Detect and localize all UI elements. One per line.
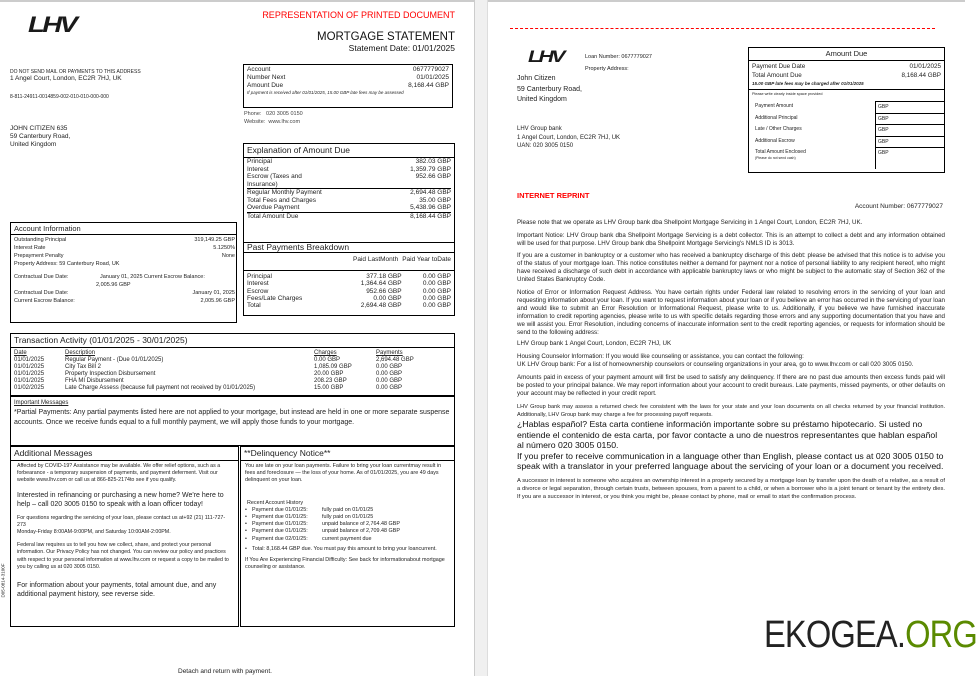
amount-due-summary bbox=[749, 61, 944, 90]
pp-label: Principal bbox=[247, 273, 272, 280]
history-item: • Payment due 01/01/25: unpaid balance of 2,764.48 GBP bbox=[245, 521, 400, 528]
language-notice: If you prefer to receive communication in a language other than English, please contact us at 020 3005 0150 to speak with a translator in your preferred language about the servicing of your loan or a document you received. bbox=[517, 450, 944, 471]
field-label-cell bbox=[749, 113, 875, 125]
cut-line bbox=[510, 28, 935, 29]
summary-value: 8,168.44 GBP bbox=[408, 82, 449, 89]
summary-row bbox=[247, 82, 449, 90]
payment-field-row bbox=[749, 124, 944, 136]
privacy-message: Federal law requires us to tell you how we collect, share, and protect your personal information. Our Privacy Policy has not changed. You can review our policy and practices with respect to your personal information at www.lhv.com or request a copy to be mailed to you by calling us at 020 3005 0150. bbox=[17, 542, 229, 570]
due-row bbox=[752, 71, 941, 80]
explanation-row bbox=[247, 173, 451, 188]
pp-ytd: 0.00 GBP bbox=[422, 287, 451, 295]
due-label: Total Amount Due bbox=[752, 72, 802, 79]
property-address: Property Address: 59 Canterbury Road, UK bbox=[14, 261, 120, 267]
recipient-address bbox=[10, 125, 70, 149]
recipient-country: United Kingdom bbox=[10, 141, 57, 148]
summary-label: Number Next bbox=[247, 74, 286, 81]
total-due-item: • Total: 8,168.44 GBP due. You must pay this amount to bring your loancurrent. bbox=[245, 545, 437, 552]
pp-ytd: 0.00 GBP bbox=[422, 280, 451, 288]
transaction-row bbox=[11, 357, 454, 364]
delinquency-title: **Delinquency Notice** bbox=[241, 447, 454, 461]
transaction-cell: 1,085.09 GBP bbox=[314, 364, 352, 370]
account-info-box bbox=[10, 222, 237, 323]
total-due-text: Total: 8,168.44 GBP due. You must pay this amount to bring your loancurrent. bbox=[252, 545, 437, 552]
history-label: Payment due 01/01/25: bbox=[252, 528, 308, 535]
explanation-value: 952.66 GBP bbox=[415, 173, 451, 180]
pp-last: 0.00 GBP bbox=[373, 294, 402, 302]
covid-message: Affected by COVID-19? Assistance may be available. We offer relief options, such as a forbearance - a temporary suspension of payments, and payment deferment. Visit our website www.lhv.com or call us at 866-825-2174to see if you qualify. bbox=[17, 463, 221, 484]
recipient-name: JOHN CITIZEN 635 bbox=[10, 125, 68, 132]
customer-street: 59 Canterbury Road, bbox=[517, 85, 582, 93]
info-row bbox=[14, 252, 235, 260]
explanation-box bbox=[243, 143, 455, 243]
field-label-cell bbox=[749, 147, 875, 169]
watermark-part2: ORG bbox=[905, 614, 977, 656]
website-link[interactable]: www.lhv.com bbox=[268, 119, 301, 125]
pp-ytd: 0.00 GBP bbox=[422, 273, 451, 280]
payment-field-row bbox=[749, 136, 944, 148]
info-label: Contractual Due Date: bbox=[14, 290, 69, 296]
summary-label: Amount Due bbox=[247, 82, 284, 89]
explanation-row bbox=[247, 212, 451, 221]
delinquency-text: You are late on your loan payments. Failure to bring your loan currentmay result in fees and foreclosure — the loss of your home. As of 01/01/2025, you are 49 days delinquent on your loan. bbox=[245, 463, 442, 484]
pp-label: Interest bbox=[247, 280, 269, 288]
hardship-text: If You Are Experiencing Financial Difficulty: See back for informationabout mortgage counseling or assistance. bbox=[245, 557, 445, 571]
history-value: fully paid on 01/01/25 bbox=[322, 514, 374, 521]
past-payments-table bbox=[244, 273, 454, 312]
transaction-cell: Late Charge Assess (because full payment not received by 01/01/2025) bbox=[65, 385, 256, 391]
history-item: • Payment due 02/01/25: current payment due bbox=[245, 535, 372, 542]
reverse-side-note: For information about your payments, total amount due, and any additional payment history, see reverse side. bbox=[17, 582, 217, 598]
history-title: Recent Account History bbox=[247, 499, 304, 506]
explanation-row bbox=[247, 204, 451, 212]
bank-uan: UAN: 020 3005 0150 bbox=[517, 143, 574, 149]
customer-name: John Citizen bbox=[517, 75, 556, 82]
info-row bbox=[14, 244, 235, 252]
lhv-logo: LHV bbox=[28, 12, 76, 37]
transaction-cell: 01/01/2025 bbox=[14, 357, 45, 363]
explanation-row bbox=[247, 188, 451, 197]
important-messages bbox=[11, 395, 454, 429]
info-row bbox=[14, 236, 235, 244]
info-label: Interest Rate bbox=[14, 245, 46, 251]
explanation-value: 2,694.48 GBP bbox=[410, 189, 451, 196]
transaction-cell: 0.00 GBP bbox=[376, 371, 403, 377]
transaction-row bbox=[11, 364, 454, 371]
column-header: Description bbox=[65, 350, 96, 356]
transaction-row bbox=[11, 378, 454, 385]
account-number: Account Number: 0677779027 bbox=[854, 203, 943, 210]
bank-address bbox=[517, 125, 620, 151]
past-payment-row bbox=[244, 273, 454, 280]
phone-number: 020 3005 0150 bbox=[266, 111, 303, 117]
payment-field-row bbox=[749, 113, 944, 125]
explanation-label: Escrow (Taxes and Insurance) bbox=[247, 173, 302, 188]
amount-due-box bbox=[748, 47, 945, 173]
history-item: • Payment due 01/01/25: fully paid on 01/01/25 bbox=[245, 506, 374, 513]
return-address: 1 Angel Court, London, EC2R 7HJ, UK bbox=[10, 75, 122, 82]
important-text: *Partial Payments: Any partial payments listed here are not applied to your mortgage, but instead are held in one or more separate suspense accounts. Once we receive funds equal to a full monthly payment, we will apply those funds to your mortgage. bbox=[14, 409, 450, 426]
field-label: Payment Amount bbox=[755, 103, 794, 109]
transaction-box bbox=[10, 333, 455, 446]
transaction-cell: City Tax Bill 2 bbox=[65, 364, 101, 370]
explanation-row bbox=[247, 158, 451, 166]
pp-last: 2,694.48 GBP bbox=[360, 302, 402, 310]
history-label: Payment due 01/01/25: bbox=[252, 506, 308, 513]
account-info-title: Account Information bbox=[11, 223, 236, 235]
debt-collector-notice: Important Notice: LHV Group bank dba Shellpoint Mortgage Servicing is a debt collector. This is an attempt to collect a debt and any information obtained will be used for that purpose. LHV Group bank dba Shellpoint Mortgage Servicing's NMLS ID is 3013. bbox=[517, 232, 945, 247]
past-payments-box bbox=[243, 242, 455, 316]
explanation-value: 8,168.44 GBP bbox=[410, 212, 451, 220]
past-payment-row bbox=[244, 280, 454, 287]
info-row bbox=[14, 289, 235, 297]
history-label: Payment due 02/01/25: bbox=[252, 535, 308, 542]
customer-country: United Kingdom bbox=[517, 96, 567, 103]
explanation-row bbox=[247, 197, 451, 205]
history-value: unpaid balance of 2,709.48 GBP bbox=[322, 528, 400, 535]
transaction-cell: 0.00 GBP bbox=[376, 378, 403, 384]
pp-label: Total bbox=[247, 302, 261, 310]
loan-number: Loan Number: 0677779027 bbox=[585, 54, 652, 60]
past-payment-row bbox=[244, 295, 454, 302]
bankruptcy-notice: If you are a customer in bankruptcy or a customer who has received a bankruptcy discharge of this debt: please be advised that this notice is to advise you of the status of your mortgage loan. This notice constitutes neither a demand for payment nor a notice of personal liability to any recipient hereof, who might have received a discharge of such debt in accordance with applicable bankruptcy laws or who might be subject to the automatic stay of Section 362 of the United States Bankruptcy Code. bbox=[517, 252, 945, 283]
explanation-label: Total Amount Due bbox=[247, 212, 299, 220]
housing-counselor: Housing Counselor Information: If you would like counseling or assistance, you can contact the following: bbox=[517, 353, 804, 360]
info-label: Prepayment Penalty bbox=[14, 253, 64, 259]
document-banner: REPRESENTATION OF PRINTED DOCUMENT bbox=[262, 10, 455, 20]
explanation-label: Principal bbox=[247, 158, 272, 165]
transaction-cell: Property Inspection Disbursement bbox=[65, 371, 156, 377]
successor-notice: A successor in interest is someone who acquires an ownership interest in a property secured by a mortgage loan by transfer upon the death of a relative, as a result of a divorce or legal separation, through certain trusts, between spouses, from a parent to a child, or when a borrower who is a joint tenant or tenant by the entirety dies. If you are a successor in interest, or you think you might be, please contact by phone, mail or email to start the confirmation process. bbox=[517, 477, 945, 500]
transaction-cell: 01/01/2025 bbox=[14, 378, 45, 384]
operating-notice: Please note that we operate as LHV Group bank dba Shellpoint Mortgage Servicing in 1 Angel Court, London, EC2R 7HJ, UK. bbox=[517, 219, 863, 226]
explanation-label: Total Fees and Charges bbox=[247, 196, 317, 204]
summary-label: Account bbox=[247, 66, 271, 73]
past-payments-title: Past Payments Breakdown bbox=[244, 243, 454, 253]
field-label: Additional Escrow bbox=[755, 137, 795, 144]
info-label: Current Escrow Balance: bbox=[14, 298, 75, 304]
detach-note: Detach and return with payment. bbox=[178, 668, 272, 675]
bank-street: 1 Angel Court, London, EC2R 7HJ, UK bbox=[517, 134, 621, 141]
delinquency-body bbox=[241, 461, 454, 573]
excess-payment-notice: Amounts paid in excess of your payment amount will first be used to satisfy any delinquency. If there are no past due amounts then excess funds paid will be posted to your principal balance. We may report information about your account to credit bureaus. Late payments, missed payments, or other defaults on your account may be reflected in your credit report. bbox=[517, 374, 945, 397]
info-row bbox=[14, 297, 235, 305]
due-value: 8,168.44 GBP bbox=[901, 72, 941, 79]
refinance-message: Interested in refinancing or purchasing a new home? We're here to help – call 020 3005 0150 to speak with a loan officer today! bbox=[17, 491, 224, 509]
field-label: Late / Other Charges bbox=[755, 126, 802, 132]
past-payments-header bbox=[244, 253, 454, 271]
explanation-value: 5,438.96 GBP bbox=[410, 204, 451, 211]
field-label: Total Amount Enclosed bbox=[755, 149, 806, 155]
column-header: Payments bbox=[376, 350, 403, 356]
field-label-cell bbox=[749, 136, 875, 148]
transaction-cell: 2,694.48 GBP bbox=[376, 357, 414, 363]
summary-value: 01/01/2025 bbox=[416, 74, 449, 81]
pp-label: Fees/Late Charges bbox=[247, 294, 303, 302]
pp-ytd: 0.00 GBP bbox=[422, 294, 451, 302]
info-label: Contractual Due Date: bbox=[14, 274, 69, 280]
payment-fields bbox=[749, 101, 944, 169]
transaction-title: Transaction Activity (01/01/2025 - 30/01/2025) bbox=[11, 334, 454, 348]
error-notice: Notice of Error or Information Request Address. You have certain rights under Federal law related to resolving errors in the servicing of your loan and requesting information about your loan. If you want to request information about your loan or if you believe an error has occurred in the servicing of your loan and would like to submit an Error Resolution or Informational Request, please write to us. Additionally, if you believe we have furnished inaccurate information to credit reporting agencies, please write to us with specific details regarding those errors and any supporting documentation that you have and we will assist you. Error Resolution, including concerns of inaccurate information sent to the credit reporting agencies, or requests for information should be send to the following address: bbox=[517, 289, 945, 336]
page-title: MORTGAGE STATEMENT bbox=[316, 31, 455, 43]
internet-reprint: INTERNET REPRINT bbox=[517, 191, 590, 200]
explanation-value: 382.03 GBP bbox=[415, 158, 451, 165]
account-summary-box bbox=[243, 64, 453, 108]
pp-last: 377.18 GBP bbox=[366, 273, 402, 280]
payment-field-row bbox=[749, 147, 944, 169]
field-input[interactable]: GBP bbox=[875, 147, 944, 169]
history-item: • Payment due 01/01/25: fully paid on 01/01/25 bbox=[245, 514, 374, 521]
combined-row bbox=[14, 273, 235, 281]
additional-title: Additional Messages bbox=[11, 447, 238, 461]
field-label-cell bbox=[749, 101, 875, 113]
transaction-row bbox=[11, 371, 454, 378]
pp-last: 1,364.64 GBP bbox=[360, 280, 402, 288]
website-label: Website: bbox=[244, 119, 266, 125]
additional-body bbox=[11, 461, 238, 601]
transaction-cell: FHA MI Disbursement bbox=[65, 378, 124, 384]
info-value: 319,149.25 GBP bbox=[194, 237, 235, 243]
history-value: unpaid balance of 2,764.48 GBP bbox=[322, 521, 400, 528]
history-value: fully paid on 01/01/25 bbox=[322, 506, 374, 513]
summary-value: 0677779027 bbox=[412, 66, 449, 73]
transaction-cell: 0.00 GBP bbox=[314, 357, 341, 363]
delinquency-box bbox=[240, 446, 455, 627]
history-label: Payment due 01/01/25: bbox=[252, 521, 308, 528]
pp-last: 952.66 GBP bbox=[366, 287, 402, 295]
explanation-label: Regular Monthly Payment bbox=[247, 189, 322, 196]
contact-info bbox=[244, 110, 303, 126]
field-input[interactable]: GBP bbox=[875, 136, 944, 148]
due-value: 01/01/2025 bbox=[909, 63, 941, 70]
watermark-part1: EKOGEA. bbox=[764, 614, 906, 656]
transaction-cell: 01/01/2025 bbox=[14, 364, 45, 370]
office-hours: Monday-Friday 8:00AM-9:00PM, and Saturday 10:00AM-2:00PM. bbox=[17, 529, 171, 536]
important-title: Important Messages bbox=[14, 400, 69, 406]
explanation-value: 1,359.79 GBP bbox=[410, 165, 451, 173]
summary-row bbox=[247, 66, 449, 74]
due-row bbox=[752, 62, 941, 71]
field-label: Additional Principal bbox=[755, 114, 798, 121]
pp-label: Escrow bbox=[247, 287, 269, 295]
barcode-number: 8-811-24911-0014859-002-010-010-000-000 bbox=[10, 94, 109, 100]
error-address: LHV Group bank 1 Angel Court, London, EC2R 7HJ, UK bbox=[517, 340, 672, 347]
explanation-label: Overdue Payment bbox=[247, 204, 300, 211]
field-label-cell bbox=[749, 124, 875, 136]
spanish-notice: ¿Hablas español? Esta carta contiene información importante sobre su préstamo hipotecario. Si usted no entiende el contenido de esta carta, por favor contacte a uno de nuestros representantes que hablan español al número 020 3005 0150. bbox=[517, 419, 938, 450]
customer-address bbox=[517, 74, 582, 106]
payment-field-row bbox=[749, 101, 944, 113]
info-value: 2,005.96 GBP bbox=[96, 282, 131, 288]
transaction-cell: 15.00 GBP bbox=[314, 385, 344, 391]
transaction-cell: 208.23 GBP bbox=[314, 378, 347, 384]
due-label: Payment Due Date bbox=[752, 63, 806, 70]
transaction-cell: Regular Payment - (Due 01/01/2025) bbox=[65, 357, 164, 363]
amount-due-title: Amount Due bbox=[749, 48, 944, 61]
history-label: Payment due 01/01/25: bbox=[252, 514, 308, 521]
transaction-table bbox=[11, 350, 454, 392]
past-payment-row bbox=[244, 302, 454, 312]
explanation-rows bbox=[244, 158, 454, 220]
transaction-cell: 01/01/2025 bbox=[14, 371, 45, 377]
explanation-value: 35.00 GBP bbox=[419, 196, 451, 204]
page-divider bbox=[474, 0, 488, 676]
ekogea-watermark bbox=[764, 614, 977, 657]
info-value: January 01, 2025 bbox=[192, 290, 235, 296]
late-fee-note: If payment is received after 01/01/2025, 15.00 GBP late fees may be assessed bbox=[247, 90, 404, 95]
explanation-label: Interest bbox=[247, 165, 269, 173]
no-send-notice: DO NOT SEND MAIL OR PAYMENTS TO THIS ADDRESS bbox=[10, 69, 141, 75]
transaction-cell: 0.00 GBP bbox=[376, 364, 403, 370]
bank-name: LHV Group bank bbox=[517, 126, 562, 132]
field-input[interactable]: GBP bbox=[875, 124, 944, 136]
transaction-row bbox=[11, 385, 454, 392]
account-info-body bbox=[11, 235, 236, 305]
servicing-contact: For questions regarding the servicing of your loan, please contact us at+92 (21) 111-727-273 bbox=[17, 514, 226, 528]
housing-counselor-uk: UK LHV Group bank: For a list of homeownership counselors or counseling organizations in your area, go to www.lhv.com or call 020 3005 0150. bbox=[517, 361, 914, 368]
pp-ytd: 0.00 GBP bbox=[422, 302, 451, 310]
field-sublabel: (Please do not send cash) bbox=[755, 155, 796, 160]
additional-messages-box bbox=[10, 446, 239, 627]
history-item: • Payment due 01/01/25: unpaid balance of 2,709.48 GBP bbox=[245, 528, 400, 535]
col-paid-ytd: Paid Year toDate bbox=[402, 256, 451, 263]
statement-date: Statement Date: 01/01/2025 bbox=[348, 43, 455, 53]
side-code: D05-0814-3100F bbox=[0, 563, 6, 598]
late-fee-note: 15.00 GBP late fees may be charged after 01/01/2025 bbox=[752, 81, 864, 86]
property-address-label: Property Address: bbox=[585, 66, 629, 72]
notices bbox=[517, 219, 945, 506]
instruction-text: Please write clearly inside space provided bbox=[752, 92, 823, 96]
info-value: None bbox=[221, 253, 235, 259]
phone-label: Phone: bbox=[244, 111, 262, 117]
explanation-title: Explanation of Amount Due bbox=[244, 144, 454, 158]
column-header: Charges bbox=[314, 350, 337, 356]
history-value: current payment due bbox=[322, 535, 372, 542]
transaction-cell: 20.00 GBP bbox=[314, 371, 344, 377]
column-header: Date bbox=[14, 350, 27, 356]
info-value: 2,005.96 GBP bbox=[200, 298, 235, 304]
info-value: 5.1250% bbox=[213, 245, 235, 251]
history-list bbox=[245, 507, 450, 543]
explanation-row bbox=[247, 166, 451, 174]
recipient-street: 59 Canterbury Road, bbox=[10, 133, 71, 140]
summary-row bbox=[247, 74, 449, 82]
info-value: January 01, 2025 Current Escrow Balance: bbox=[100, 274, 205, 280]
transaction-cell: 01/02/2025 bbox=[14, 385, 45, 391]
col-paid-last-month: Paid LastMonth bbox=[353, 256, 399, 263]
field-input[interactable]: GBP bbox=[875, 113, 944, 125]
returned-check-notice: LHV Group bank may assess a returned check fee consistent with the laws for your state and your loan documents on all checks returned by your financial institution. Additionally, LHV Group bank may charge a fee for processing payoff requests. bbox=[517, 404, 945, 418]
lhv-logo: LHV bbox=[528, 47, 563, 66]
transaction-header bbox=[11, 350, 454, 357]
past-payment-row bbox=[244, 288, 454, 295]
transaction-cell: 0.00 GBP bbox=[376, 385, 403, 391]
info-label: Outstanding Principal bbox=[14, 237, 67, 243]
field-input[interactable]: GBP bbox=[875, 101, 944, 113]
